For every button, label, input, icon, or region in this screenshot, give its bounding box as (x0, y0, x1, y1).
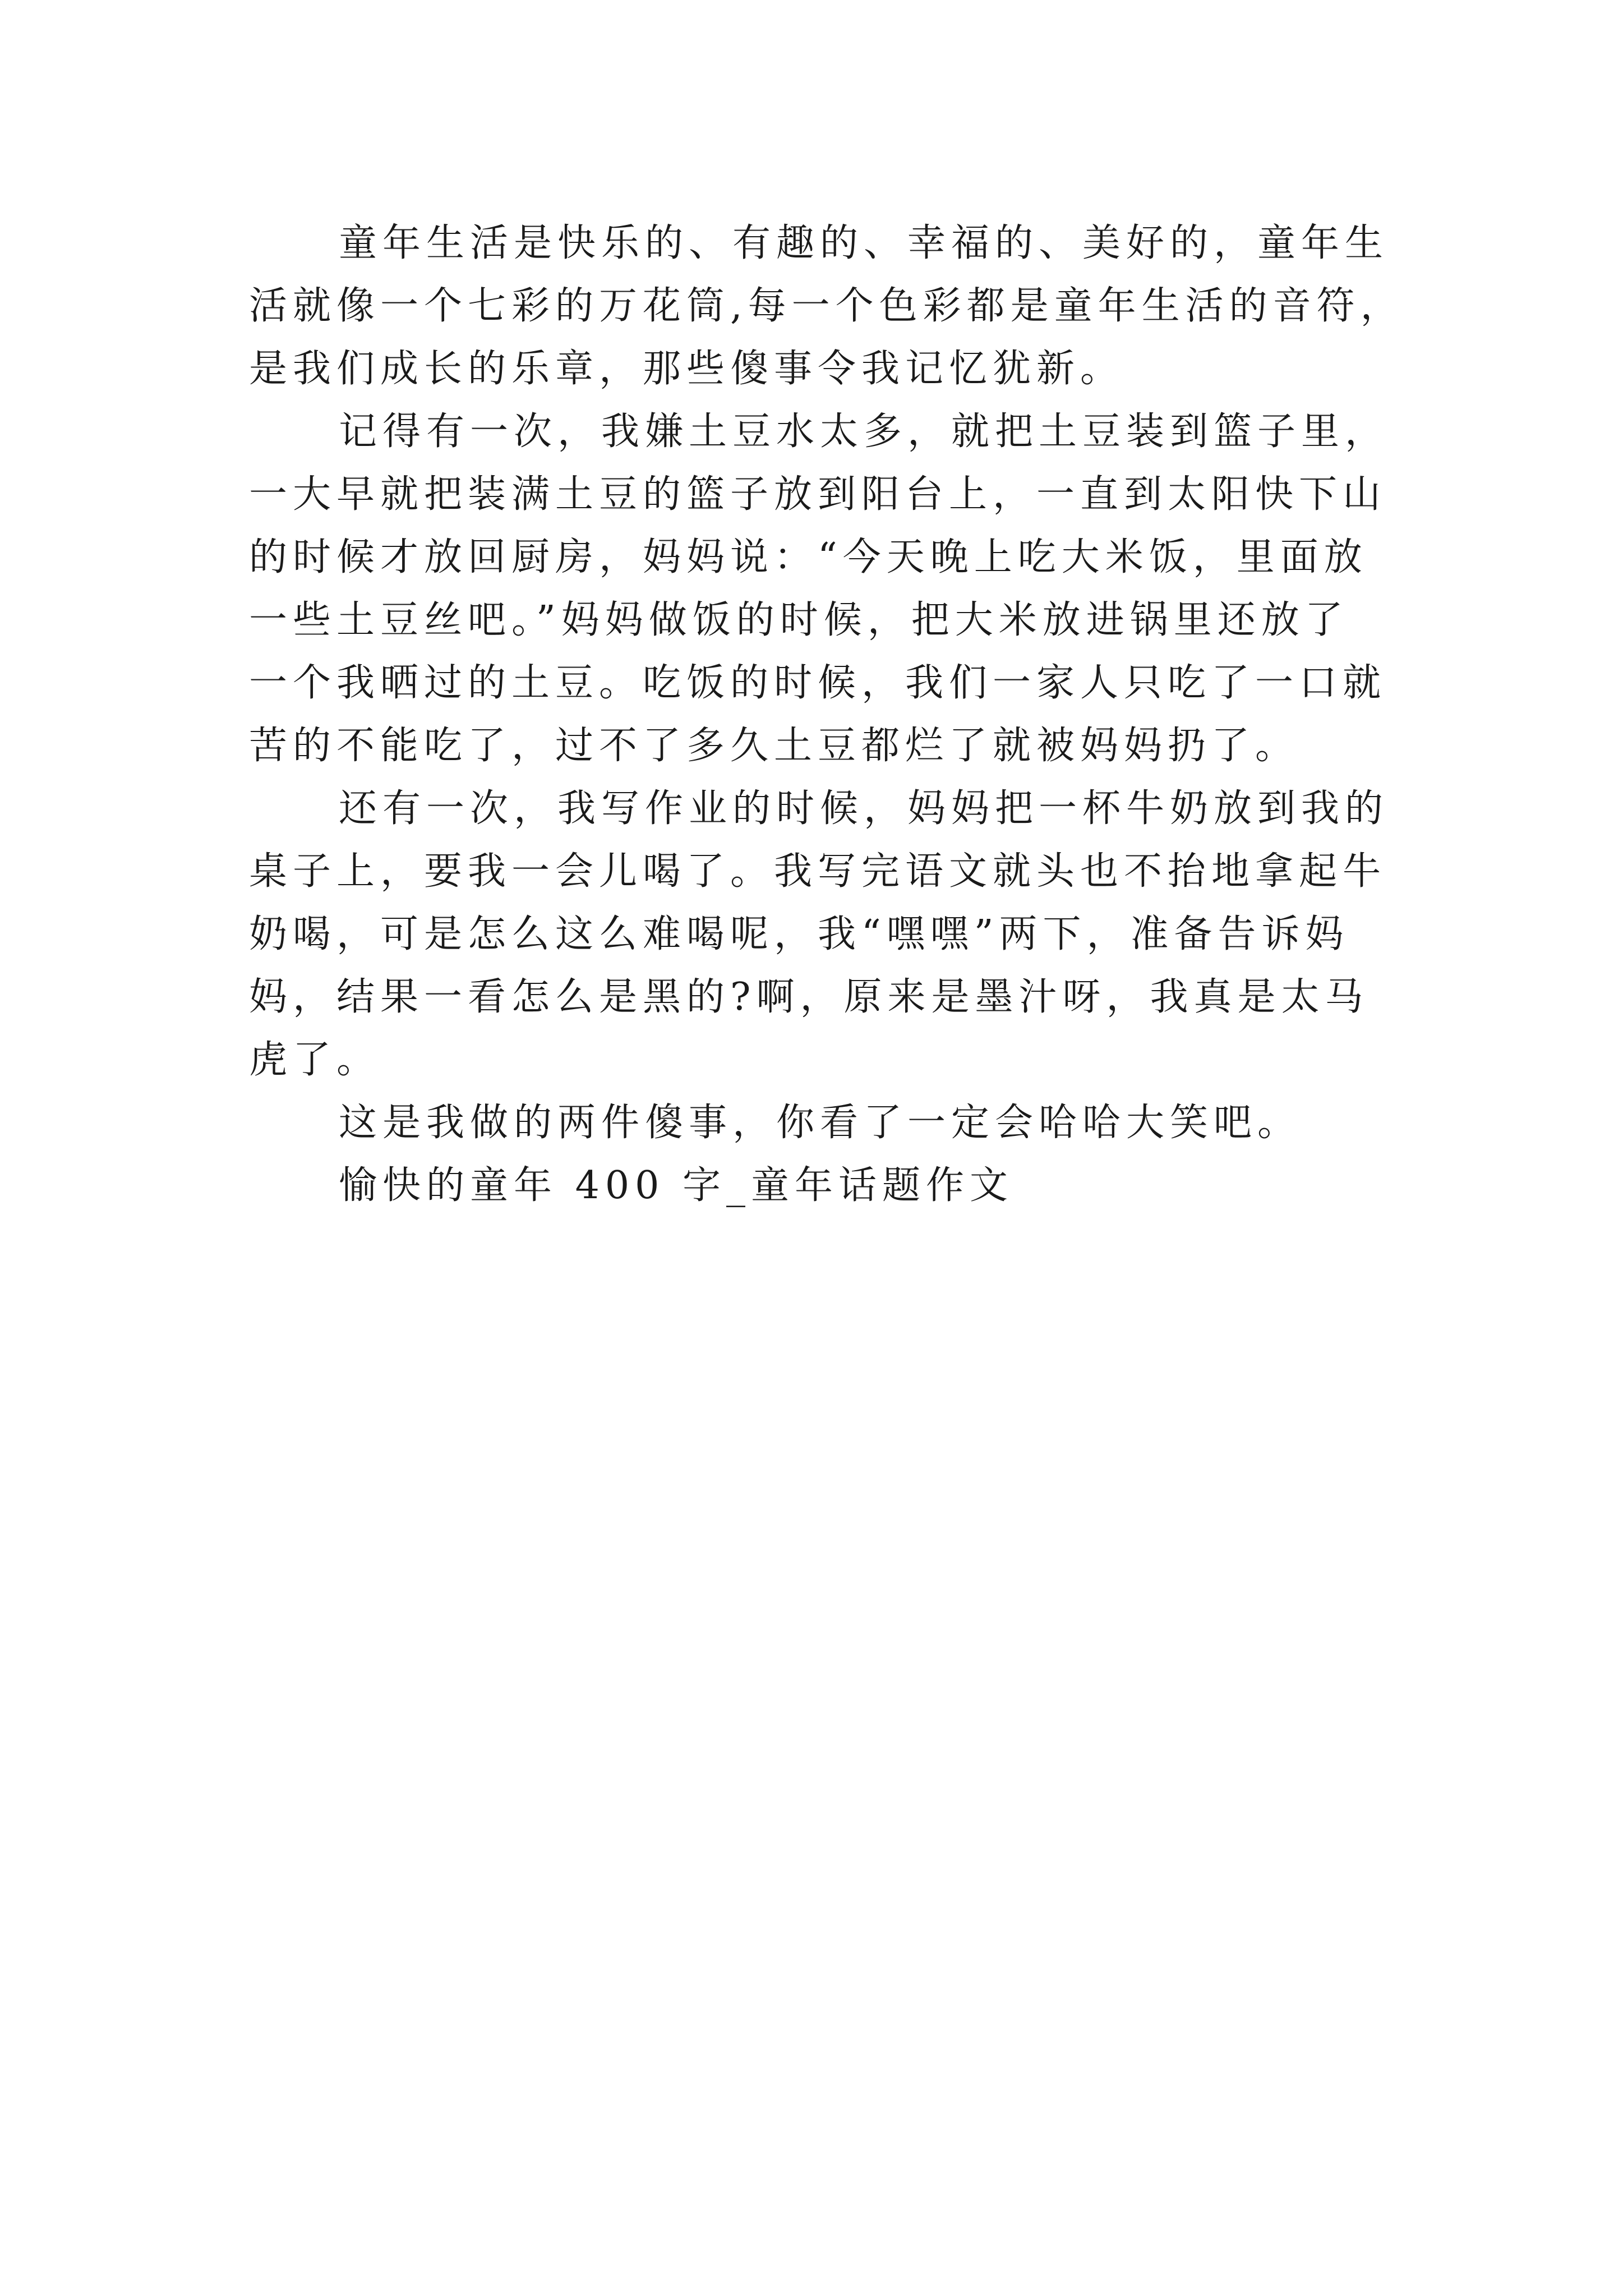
text-line: 这是我做的两件傻事，你看了一定会哈哈大笑吧。 (339, 1101, 1302, 1145)
text-line: 一个我晒过的土豆。吃饭的时候，我们一家人只吃了一口就 (249, 661, 1387, 705)
paragraph-conclusion (249, 1092, 1449, 1154)
paragraph-ink-story (249, 777, 1449, 1092)
text-line: 奶喝，可是怎么这么难喝呢，我“嘿嘿”两下，准备告诉妈 (249, 912, 1349, 956)
text-line: 一大早就把装满土豆的篮子放到阳台上，一直到太阳快下山 (249, 472, 1387, 517)
text-line: 妈，结果一看怎么是黑的?啊，原来是墨汁呀，我真是太马 (249, 975, 1369, 1019)
text-line: 童年生活是快乐的、有趣的、幸福的、美好的，童年生 (339, 221, 1389, 265)
paragraph-intro (249, 212, 1449, 401)
document-body (249, 212, 1449, 1217)
text-line: 记得有一次，我嫌土豆水太多，就把土豆装到篮子里， (339, 409, 1389, 454)
text-line: 一些土豆丝吧。”妈妈做饭的时候，把大米放进锅里还放了 (249, 598, 1349, 642)
paragraph-footer-title (249, 1154, 1449, 1217)
paragraph-potato-story (249, 401, 1449, 777)
text-line: 是我们成长的乐章，那些傻事令我记忆犹新。 (249, 347, 1124, 391)
text-line: 愉快的童年 400 字_童年话题作文 (339, 1163, 1014, 1208)
text-line: 虎了。 (249, 1038, 381, 1082)
text-line: 还有一次，我写作业的时候，妈妈把一杯牛奶放到我的 (339, 786, 1389, 831)
text-line: 桌子上，要我一会儿喝了。我写完语文就头也不抬地拿起牛 (249, 849, 1387, 894)
text-line: 苦的不能吃了，过不了多久土豆都烂了就被妈妈扔了。 (249, 724, 1299, 768)
text-line: 的时候才放回厨房，妈妈说：“今天晚上吃大米饭，里面放 (249, 535, 1368, 579)
text-line: 活就像一个七彩的万花筒,每一个色彩都是童年生活的音符， (249, 284, 1404, 328)
